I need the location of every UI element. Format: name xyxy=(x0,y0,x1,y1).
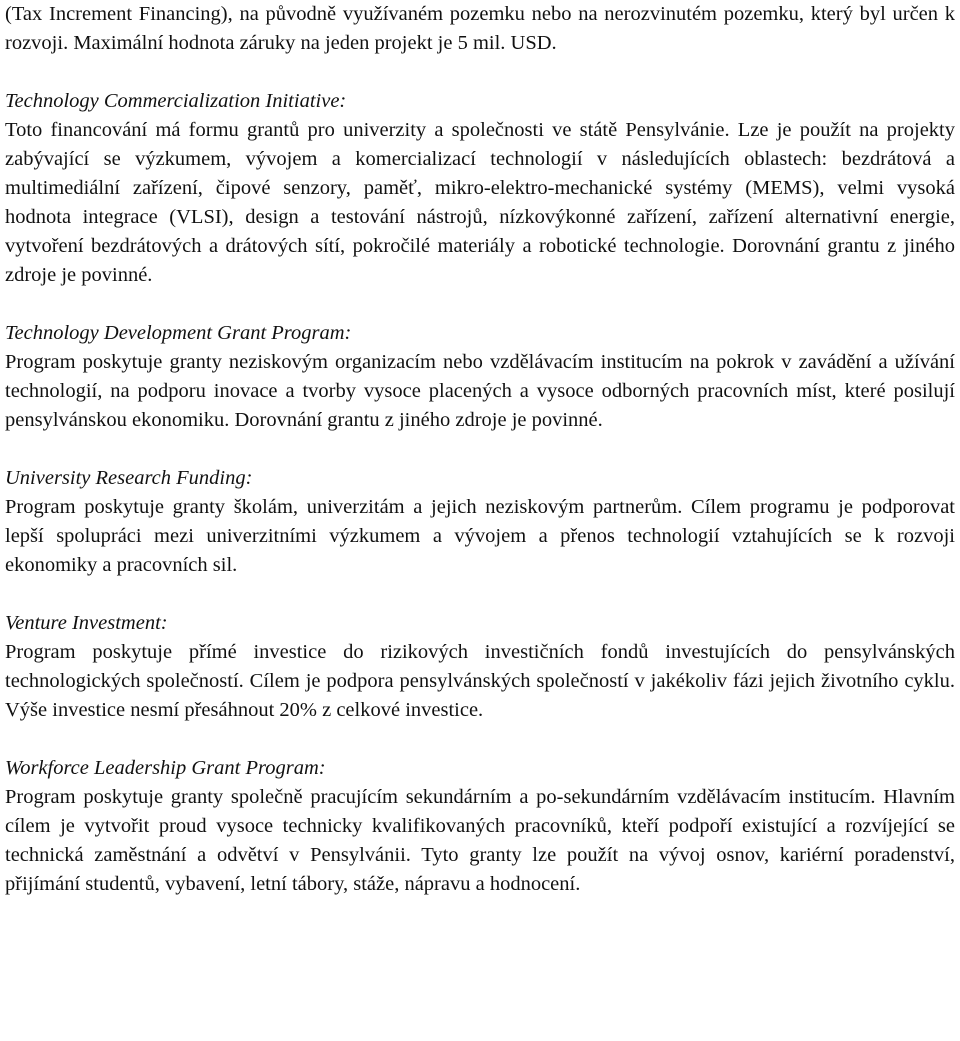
section-technology-commercialization xyxy=(5,87,955,290)
section-heading: Venture Investment: xyxy=(5,612,168,634)
section-venture-investment xyxy=(5,609,955,725)
spacer xyxy=(5,58,955,87)
section-body: Toto financování má formu grantů pro univerzity a společnosti ve státě Pensylvánie. Lze je použít na projekty zabývající se výzkumem, vývojem a komercializací technologií v následujících oblastech: bezdrátová a multimediální zařízení, čipové senzory, paměť, mikro-elektro-mechanické systémy (MEMS), velmi vysoká hodnota integrace (VLSI), design a testování nástrojů, nízkovýkonné zařízení, zařízení alternativní energie, vytvoření bezdrátových a drátových sítí, pokročilé materiály a robotické technologie. Dorovnání grantu z jiného zdroje je povinné. xyxy=(5,119,955,286)
document-page xyxy=(5,0,955,899)
section-body: Program poskytuje granty školám, univerzitám a jejich neziskovým partnerům. Cílem programu je podporovat lepší spolupráci mezi univerzitními výzkumem a vývojem a přenos technologií vztahujících se k rozvoji ekonomiky a pracovních sil. xyxy=(5,496,955,576)
section-workforce-leadership xyxy=(5,754,955,899)
section-university-research xyxy=(5,464,955,580)
section-heading: Technology Commercialization Initiative: xyxy=(5,90,347,112)
intro-paragraph: (Tax Increment Financing), na původně využívaném pozemku nebo na nerozvinutém pozemku, který byl určen k rozvoji. Maximální hodnota záruky na jeden projekt je 5 mil. USD. xyxy=(5,3,955,54)
section-heading: University Research Funding: xyxy=(5,467,253,489)
section-body: Program poskytuje granty neziskovým organizacím nebo vzdělávacím institucím na pokrok v zavádění a užívání technologií, na podporu inovace a tvorby vysoce placených a vysoce odborných pracovních míst, které posilují pensylvánskou ekonomiku. Dorovnání grantu z jiného zdroje je povinné. xyxy=(5,351,955,431)
section-technology-development xyxy=(5,319,955,435)
section-heading: Technology Development Grant Program: xyxy=(5,322,352,344)
section-heading: Workforce Leadership Grant Program: xyxy=(5,757,326,779)
section-body: Program poskytuje granty společně pracujícím sekundárním a po-sekundárním vzdělávacím institucím. Hlavním cílem je vytvořit proud vysoce technicky kvalifikovaných pracovníků, kteří podpoří existující a rozvíjející se technická zaměstnání a odvětví v Pensylvánii. Tyto granty lze použít na vývoj osnov, kariérní poradenství, přijímání studentů, vybavení, letní tábory, stáže, nápravu a hodnocení. xyxy=(5,786,955,895)
section-body: Program poskytuje přímé investice do rizikových investičních fondů investujících do pensylvánských technologických společností. Cílem je podpora pensylvánských společností v jakékoliv fázi jejich životního cyklu. Výše investice nesmí přesáhnout 20% z celkové investice. xyxy=(5,641,955,721)
